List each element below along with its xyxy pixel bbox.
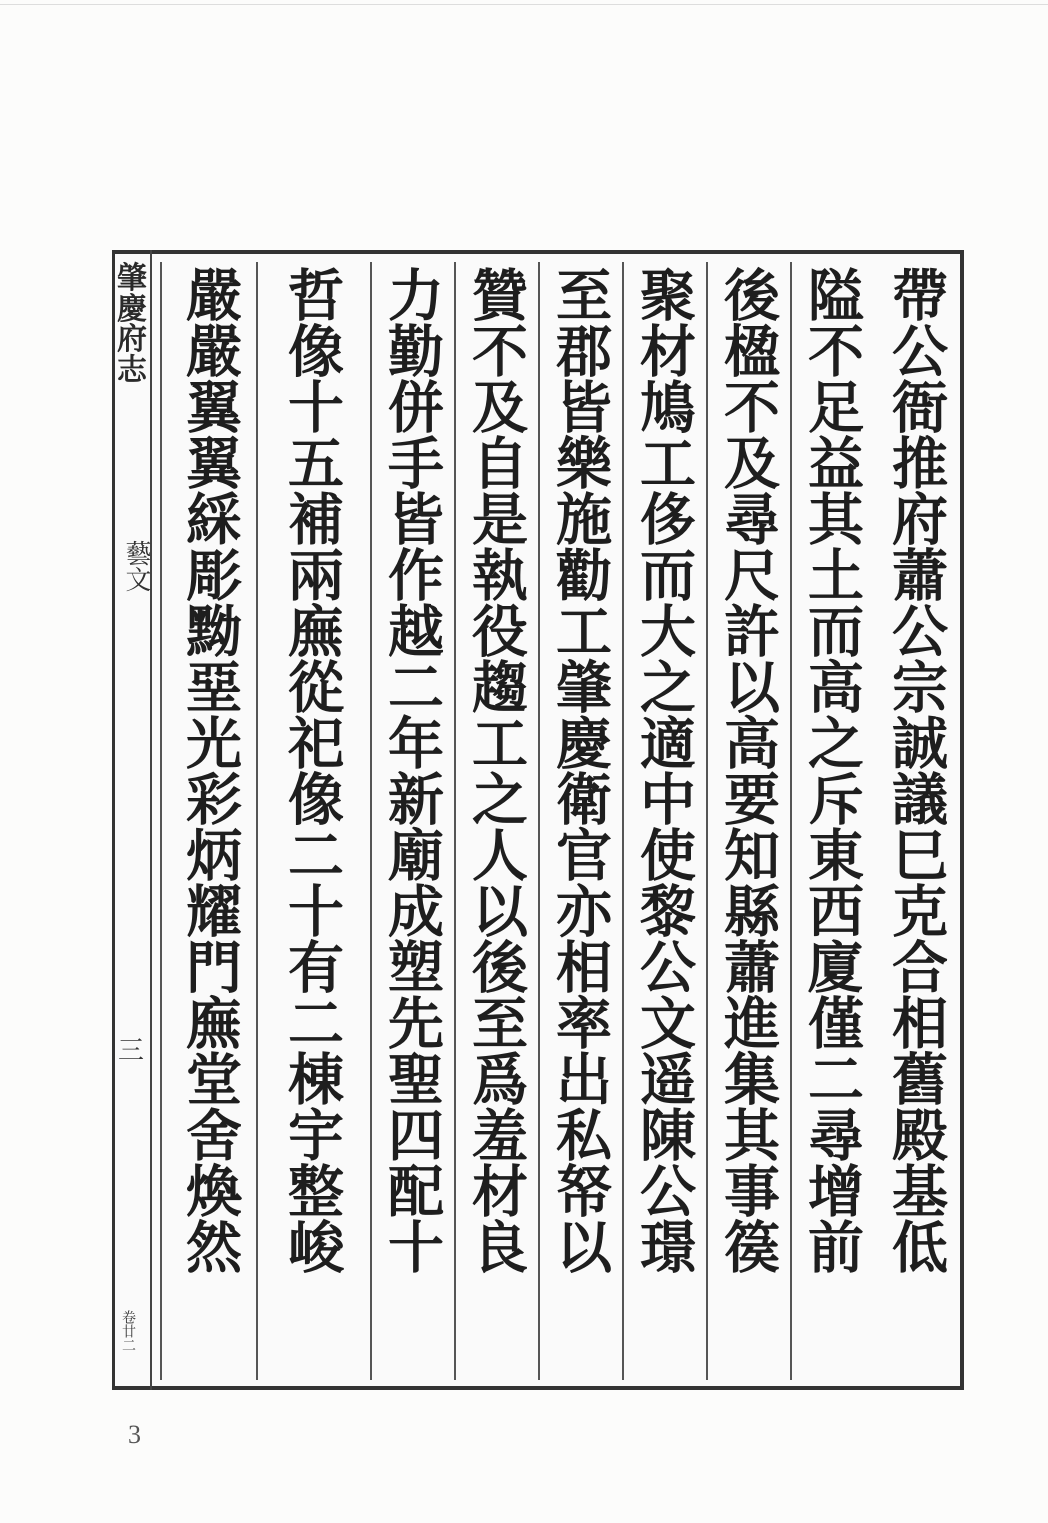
column-text: 哲像十五補兩廡從祀像二十有二棟宇整峻 — [279, 266, 345, 1274]
text-column-9 — [160, 262, 252, 1380]
page-number: 3 — [128, 1420, 141, 1449]
text-column-7 — [370, 262, 454, 1380]
scan-edge — [0, 4, 1048, 5]
column-text: 至郡皆樂施勸工肇慶衛官亦相率出私帑以 — [547, 266, 613, 1274]
fold-strip-bottom: 卷廿二 — [120, 1310, 136, 1352]
fold-strip-section: 藝文 — [121, 540, 151, 592]
column-text: 贊不及自是執役趨工之人以後至爲羞材良 — [463, 266, 529, 1274]
fold-strip — [112, 250, 152, 1390]
column-text: 後楹不及尋尺許以高要知縣蕭進集其事篌 — [715, 266, 781, 1274]
text-column-4 — [622, 262, 706, 1380]
column-text: 帶公衙推府蕭公宗誠議巳克合相舊殿基低 — [883, 266, 949, 1274]
text-column-3 — [706, 262, 790, 1380]
text-column-2 — [790, 262, 874, 1380]
text-column-5 — [538, 262, 622, 1380]
fold-strip-title: 肇慶府志 — [117, 261, 147, 388]
text-column-1 — [874, 262, 958, 1380]
column-text: 力勤併手皆作越二年新廟成塑先聖四配十 — [379, 266, 445, 1274]
fold-strip-leaf: 三 — [118, 1036, 145, 1066]
column-text: 嚴嚴翼翼綵彫黝堊光彩炳耀門廡堂舍煥然 — [177, 266, 243, 1274]
text-column-6 — [454, 262, 538, 1380]
text-column-8 — [256, 262, 354, 1380]
column-text: 聚材鳩工侈而大之適中使黎公文遥陳公璟 — [631, 266, 697, 1274]
column-text: 隘不足益其土而高之斥東西廈僅二尋增前 — [799, 266, 865, 1274]
